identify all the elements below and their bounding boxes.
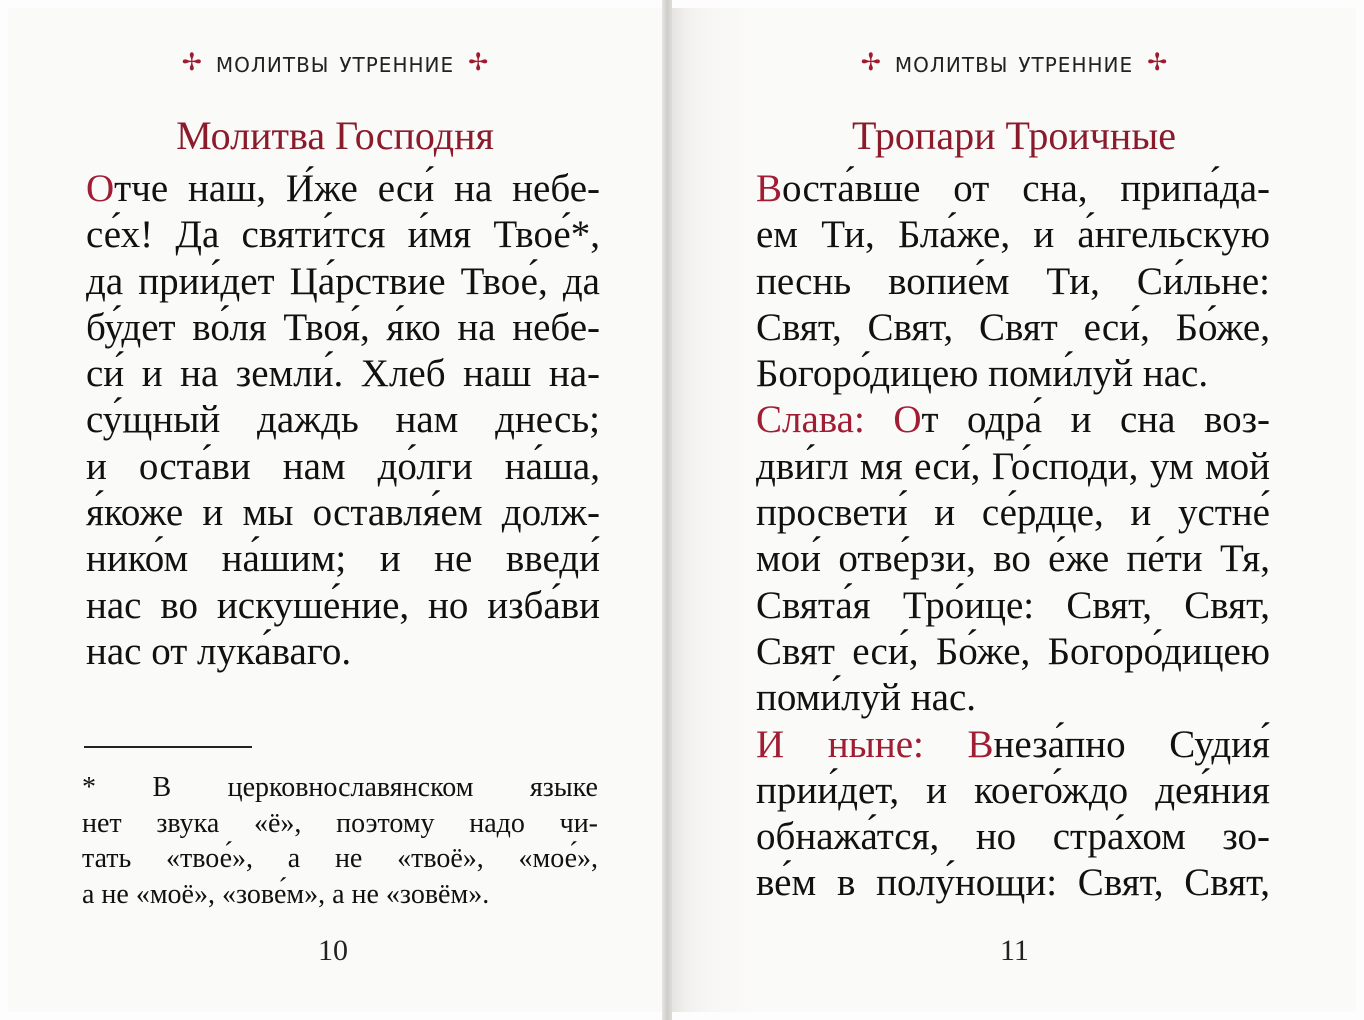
line-text: ем Ти, Бла́же, и а́нгельскую <box>756 213 1270 257</box>
text-line <box>756 768 1270 814</box>
text-line <box>756 629 1270 675</box>
line-text: просвети́ и се́рдце, и устне́ <box>756 491 1270 535</box>
line-text: песнь вопие́м Ти, Си́льне: <box>756 259 1270 303</box>
footnote-line: * В церковнославянском языке <box>82 772 598 803</box>
red-initial: О <box>86 167 115 210</box>
text-line <box>756 675 1270 721</box>
footnote-rule <box>84 746 252 748</box>
line-text: дви́гл мя еси́, Го́споди, ум мой <box>756 444 1270 488</box>
left-page-title: Молитва Господня <box>176 113 494 158</box>
text-line <box>86 305 600 351</box>
text-line <box>756 583 1270 629</box>
text-line <box>756 397 1270 443</box>
text-line <box>86 536 600 582</box>
left-page-number: 10 <box>318 934 348 967</box>
cross-ornament-icon: ✢ <box>468 48 489 76</box>
text-line <box>86 583 600 629</box>
book-gutter <box>662 0 672 1020</box>
line-text: нас во искуше́ние, но изба́ви <box>86 583 600 627</box>
line-text: поми́луй нас. <box>756 676 977 720</box>
line-text: мои́ отве́рзи, во е́же пе́ти Тя, <box>756 537 1270 581</box>
text-line <box>756 166 1270 212</box>
right-page-title: Тропари Троичные <box>852 113 1176 158</box>
left-body-text <box>86 166 600 675</box>
line-text: Свят, Свят, Свят еси́, Бо́же, <box>756 305 1270 349</box>
line-text: и оста́ви нам до́лги на́ша, <box>86 444 600 488</box>
running-head-text: молитвы утренние <box>215 45 455 79</box>
line-text: обнажа́тся, но стра́хом зо- <box>756 815 1270 859</box>
text-line <box>86 490 600 536</box>
text-line <box>86 259 600 305</box>
line-text: прии́дет, и коего́ждо дея́ния <box>756 768 1270 812</box>
line-text: нас от лука́ваго. <box>86 629 352 673</box>
line-text: т одра́ и сна воз- <box>921 398 1270 442</box>
text-line <box>756 860 1270 906</box>
red-initial: В <box>756 167 783 210</box>
right-running-head <box>672 40 1356 84</box>
text-line <box>756 259 1270 305</box>
line-text: ве́м в полу́нощи: Свят, Свят, <box>756 861 1270 905</box>
text-line <box>86 351 600 397</box>
rubric-label: И ныне: <box>756 722 968 766</box>
text-line <box>86 212 600 258</box>
left-running-head <box>0 40 670 84</box>
text-line <box>756 490 1270 536</box>
running-head-text: молитвы утренние <box>894 45 1134 79</box>
cross-ornament-icon: ✢ <box>860 48 881 76</box>
line-text: неза́пно Судия́ <box>993 722 1270 766</box>
line-text: я́коже и мы оставля́ем долж- <box>86 491 600 535</box>
cross-ornament-icon: ✢ <box>1147 48 1168 76</box>
red-initial: О <box>893 398 922 442</box>
text-line <box>756 814 1270 860</box>
line-text: Богоро́дицею поми́луй нас. <box>756 352 1209 396</box>
line-text: су́щный даждь нам днесь; <box>86 398 600 442</box>
line-text: Свят еси́, Бо́же, Богоро́дицею <box>756 629 1270 673</box>
line-text: тче наш, И́же еси́ на небе- <box>114 167 600 210</box>
text-line <box>86 629 600 675</box>
text-line <box>86 444 600 490</box>
text-line <box>86 397 600 443</box>
rubric-label: Слава: <box>756 398 894 442</box>
text-line <box>86 166 600 212</box>
text-line <box>756 722 1270 768</box>
footnote-line: нет звука «ё», поэтому надо чи- <box>82 807 598 839</box>
text-line <box>756 212 1270 258</box>
footnote <box>82 770 598 912</box>
line-text: нико́м на́шим; и не введи́ <box>86 537 600 581</box>
line-text: оста́вше от сна, припа́да- <box>782 167 1270 210</box>
right-page-number: 11 <box>1000 934 1029 967</box>
footnote-line: тать «твое́», а не «твоё», «мое́», <box>82 843 598 874</box>
red-initial: В <box>967 722 994 766</box>
footnote-line: а не «моё», «зове́м», а не «зовём». <box>82 878 490 910</box>
text-line <box>756 351 1270 397</box>
line-text: се́х! Да святи́тся и́мя Твое́*, <box>86 213 600 257</box>
line-text: Свята́я Тро́ице: Свят, Свят, <box>756 583 1270 627</box>
cross-ornament-icon: ✢ <box>181 48 202 76</box>
text-line <box>756 536 1270 582</box>
text-line <box>756 444 1270 490</box>
right-body-text <box>756 166 1270 907</box>
line-text: бу́дет во́ля Твоя́, я́ко на небе- <box>86 305 600 349</box>
line-text: да прии́дет Ца́рствие Твое́, да <box>86 259 600 303</box>
line-text: си́ и на земли́. Хлеб наш на- <box>86 352 600 396</box>
text-line <box>756 305 1270 351</box>
